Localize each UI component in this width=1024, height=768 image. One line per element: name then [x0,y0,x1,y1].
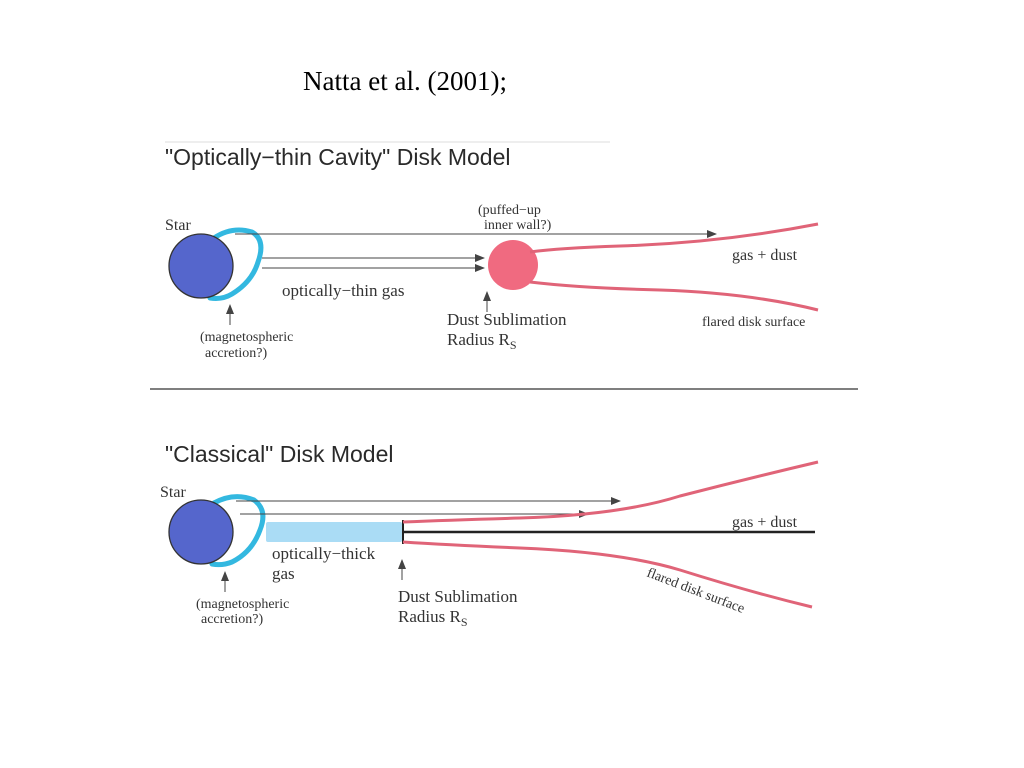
top-puffed-label-1: (puffed−up [478,203,541,218]
bottom-thick-gas-bar [266,522,402,542]
top-sublimation-label-1: Dust Sublimation [447,310,567,329]
top-star [169,234,233,298]
top-flared-label: flared disk surface [702,315,806,330]
bottom-disk-upper-surface [403,462,818,522]
top-sublimation-label-2: Radius $R_S$ [447,330,517,352]
top-panel-title: "Optically−thin Cavity" Disk Model [165,144,511,170]
top-accretion-label-2: accretion?) [205,346,268,361]
top-panel [165,142,818,361]
slide-title: Natta et al. (2001); [303,66,507,96]
top-puffed-label-2: inner wall?) [484,218,552,233]
bottom-sublimation-label-1: Dust Sublimation [398,587,518,606]
top-star-label: Star [165,217,191,234]
bottom-flared-label: flared disk surface [644,565,747,617]
bottom-star [169,500,233,564]
top-gas-dust-label: gas + dust [732,247,798,264]
bottom-accretion-label-1: (magnetospheric [196,597,290,612]
top-thin-gas-label: optically−thin gas [282,281,405,300]
bottom-panel [160,441,818,629]
bottom-sublimation-label-2: Radius $R_S$ [398,607,468,629]
bottom-accretion-label-2: accretion?) [201,612,264,627]
bottom-thick-gas-label-1: optically−thick [272,544,376,563]
bottom-gas-dust-label: gas + dust [732,514,798,531]
bottom-star-label: Star [160,484,186,501]
bottom-panel-title: "Classical" Disk Model [165,441,394,467]
top-accretion-label-1: (magnetospheric [200,330,294,345]
top-disk-lower-surface [530,282,818,310]
bottom-thick-gas-label-2: gas [272,564,295,583]
